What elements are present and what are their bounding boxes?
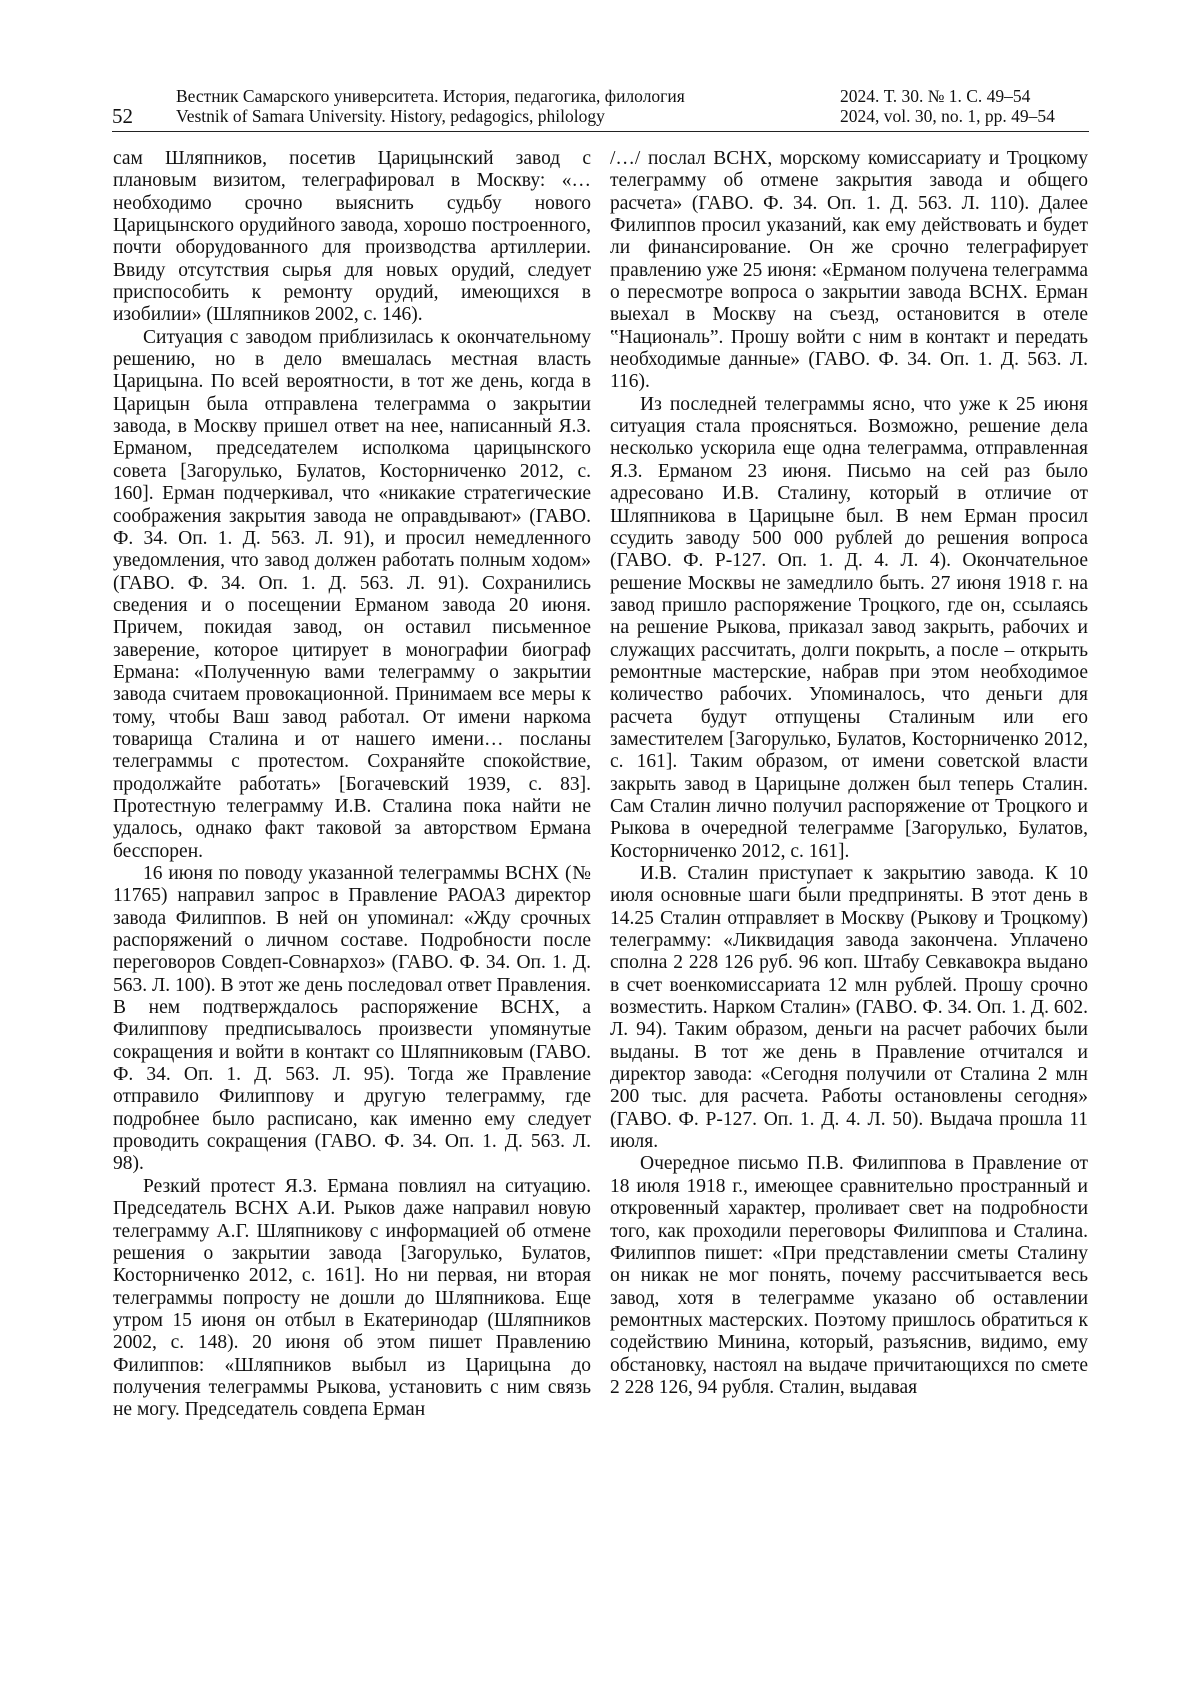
left-column <box>113 148 591 1422</box>
paragraph: Ситуация с заводом приблизилась к окончательному решению, но в дело вмешалась местная власть Царицына. По всей вероятности, в тот же день, когда в Царицын была отправлена телеграмма о закрытии завода, в Москву пришел ответ на нее, написанный Я.З. Ерманом, председателем исполкома царицынского совета [Загорулько, Булатов, Косторниченко 2012, с. 160]. Ерман подчеркивал, что «никакие стратегические соображения закрытия завода не оправдывают» (ГАВО. Ф. 34. Оп. 1. Д. 563. Л. 91), и просил немедленного уведомления, что завод должен работать полным ходом» (ГАВО. Ф. 34. Оп. 1. Д. 563. Л. 91). Сохранились сведения и о посещении Ерманом завода 20 июня. Причем, покидая завод, он оставил письменное заверение, которое цитирует в монографии биограф Ермана: «Полученную вами телеграмму о закрытии завода считаем провокационной. Принимаем все меры к тому, чтобы Ваш завод работал. От имени наркома товарища Сталина и от нашего имени… посланы телеграммы с протестом. Сохраняйте спокойствие, продолжайте работать» [Богачевский 1939, с. 83]. Протестную телеграмму И.В. Сталина пока найти не удалось, однако факт таковой за авторством Ермана бесспорен. <box>113 326 591 862</box>
paragraph: Очередное письмо П.В. Филиппова в Правление от 18 июля 1918 г., имеющее сравнительно пространный и откровенный характер, проливает свет на подробности того, как проходили переговоры Филиппова и Сталина. Филиппов пишет: «При представлении сметы Сталину он никак не мог понять, почему рассчитывается весь завод, хотя в телеграмме указано об оставлении ремонтных мастерских. Поэтому пришлось обратиться к содействию Минина, который, разъяснив, видимо, ему обстановку, настоял на выдаче причитающихся по смете 2 228 126, 94 рубля. Сталин, выдавая <box>610 1153 1088 1398</box>
paragraph: /…/ послал ВСНХ, морскому комиссариату и Троцкому телеграмму об отмене закрытия завода и общего расчета» (ГАВО. Ф. 34. Оп. 1. Д. 563. Л. 110). Далее Филиппов просил указаний, как ему действовать и будет ли финансирование. Он же срочно телеграфирует правлению уже 25 июня: «Ерманом получена телеграмма о пересмотре вопроса о закрытии завода ВСНХ. Ерман выехал в Москву на съезд, остановится в отеле ‟Националь”. Прошу войти с ним в контакт и передать необходимые данные» (ГАВО. Ф. 34. Оп. 1. Д. 563. Л. 116). <box>610 148 1088 393</box>
header-divider <box>112 131 1089 132</box>
volume-info-ru: 2024. Т. 30. № 1. С. 49–54 <box>840 86 1031 106</box>
right-column <box>610 148 1088 1399</box>
page-number: 52 <box>112 104 133 128</box>
paragraph: сам Шляпников, посетив Царицынский завод с плановым визитом, телеграфировал в Москву: «…необходимо срочно выяснить судьбу нового Царицынского орудийного завода, хорошо построенного, почти оборудованного для производства артиллерии. Ввиду отсутствия сырья для новых орудий, следует приспособить к ремонту орудий, имеющихся в изобилии» (Шляпников 2002, с. 146). <box>113 148 591 326</box>
paragraph: Из последней телеграммы ясно, что уже к 25 июня ситуация стала проясняться. Возможно, решение дела несколько ускорила еще одна телеграмма, отправленная Я.З. Ерманом 23 июня. Письмо на сей раз было адресовано И.В. Сталину, который в отличие от Шляпникова в Царицыне был. В нем Ерман просил ссудить заводу 500 000 рублей до решения вопроса (ГАВО. Ф. Р-127. Оп. 1. Д. 4. Л. 4). Окончательное решение Москвы не замедлило быть. 27 июня 1918 г. на завод пришло распоряжение Троцкого, где он, ссылаясь на решение Рыкова, приказал завод закрыть, рабочих и служащих рассчитать, долги покрыть, а после – открыть ремонтные мастерские, набрав при этом необходимое количество рабочих. Упоминалось, что деньги для расчета будут отпущены Сталиным или его заместителем [Загорулько, Булатов, Косторниченко 2012, с. 161]. Таким образом, от имени советской власти закрыть завод в Царицыне должен был теперь Сталин. Сам Сталин лично получил распоряжение от Троцкого и Рыкова в очередной телеграмме [Загорулько, Булатов, Косторниченко 2012, с. 161]. <box>610 393 1088 862</box>
paragraph: 16 июня по поводу указанной телеграммы ВСНХ (№ 11765) направил запрос в Правление РАОАЗ директор завода Филиппов. В ней он упоминал: «Жду срочных распоряжений о личном составе. Подробности после переговоров Совдеп-Совнархоз» (ГАВО. Ф. 34. Оп. 1. Д. 563. Л. 100). В этот же день последовал ответ Правления. В нем подтверждалось распоряжение ВСНХ, а Филиппову предписывалось произвести упомянутые сокращения и войти в контакт со Шляпниковым (ГАВО. Ф. 34. Оп. 1. Д. 563. Л. 95). Тогда же Правление отправило Филиппову и другую телеграмму, где подробнее было расписано, как именно ему следует проводить сокращения (ГАВО. Ф. 34. Оп. 1. Д. 563. Л. 98). <box>113 863 591 1175</box>
volume-info-en: 2024, vol. 30, no. 1, pp. 49–54 <box>840 106 1055 126</box>
journal-title-ru: Вестник Самарского университета. История, педагогика, филология <box>176 86 685 106</box>
paragraph: И.В. Сталин приступает к закрытию завода. К 10 июля основные шаги были предприняты. В этот день в 14.25 Сталин отправляет в Москву (Рыкову и Троцкому) телеграмму: «Ликвидация завода закончена. Уплачено сполна 2 228 126 руб. 96 коп. Штабу Севкавокра выдано в счет военкомиссариата 12 млн рублей. Прошу срочно возместить. Нарком Сталин» (ГАВО. Ф. 34. Оп. 1. Д. 602. Л. 94). Таким образом, деньги на расчет рабочих были выданы. В тот же день в Правление отчитался и директор завода: «Сегодня получили от Сталина 2 млн 200 тыс. для расчета. Работы остановлены сегодня» (ГАВО. Ф. Р-127. Оп. 1. Д. 4. Л. 50). Выдача прошла 11 июля. <box>610 863 1088 1153</box>
journal-title-en: Vestnik of Samara University. History, pedagogics, philology <box>176 106 605 126</box>
paragraph: Резкий протест Я.З. Ермана повлиял на ситуацию. Председатель ВСНХ А.И. Рыков даже направил новую телеграмму А.Г. Шляпникову с информацией об отмене решения о закрытии завода [Загорулько, Булатов, Косторниченко 2012, с. 161]. Но ни первая, ни вторая телеграммы попросту не дошли до Шляпникова. Еще утром 15 июня он отбыл в Екатеринодар (Шляпников 2002, с. 148). 20 июня об этом пишет Правлению Филиппов: «Шляпников выбыл из Царицына до получения телеграммы Рыкова, установить с ним связь не могу. Председатель совдепа Ерман <box>113 1175 591 1421</box>
